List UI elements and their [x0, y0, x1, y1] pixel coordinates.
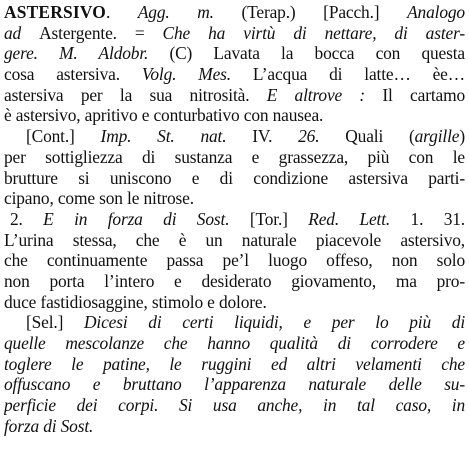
- italic-run: Che ha virtù di nettare, di aster-: [162, 22, 465, 43]
- headword: ASTERSIVO: [4, 2, 106, 22]
- text-run: IV.: [226, 126, 299, 147]
- text-line: [4, 168, 465, 189]
- text-line: [4, 64, 465, 85]
- italic-run: toglere le patine, le ruggini ed altri velamenti che: [4, 353, 465, 374]
- text-run: [Cont.]: [26, 126, 101, 147]
- text-run: [Tor.]: [229, 208, 309, 229]
- sense-number: 2.: [10, 208, 44, 229]
- text-run: Il cartamo: [365, 84, 465, 105]
- text-run: astersiva per la sua nitrosità.: [4, 84, 267, 105]
- text-run: Astergente. =: [39, 22, 163, 43]
- text-line: [4, 105, 465, 126]
- text-line: [4, 333, 465, 354]
- italic-run: E altrove :: [266, 84, 366, 105]
- text-run: Quali (: [319, 126, 415, 147]
- text-line: [4, 147, 465, 168]
- text-run: 1. 31.: [390, 208, 465, 229]
- italic-run: Volg. Mes.: [141, 64, 231, 85]
- text-run: ): [459, 126, 465, 147]
- text-line: [4, 271, 465, 292]
- text-run: per sottigliezza di sustanza e grassezza, più con le: [4, 146, 465, 167]
- text-line: [4, 23, 465, 44]
- text-line: [4, 416, 465, 437]
- italic-run: 26.: [298, 126, 320, 147]
- text-line: [4, 395, 465, 416]
- text-run: [Sel.]: [26, 312, 85, 333]
- text-line: [4, 126, 465, 147]
- italic-run: Analogo: [407, 2, 465, 22]
- text-run: (Terap.) [Pacch.]: [213, 2, 408, 22]
- text-line: [4, 374, 465, 395]
- text-line: [4, 85, 465, 106]
- italic-run: perficie dei corpi. Si usa anche, in tal caso, in: [4, 395, 465, 416]
- text-line: [4, 354, 465, 375]
- text-line: [4, 230, 465, 251]
- text-run: L’acqua di latte… èe…: [230, 64, 465, 85]
- dictionary-entry: [4, 2, 465, 436]
- italic-run: E in forza di Sost.: [43, 208, 230, 229]
- italic-run: forza di Sost.: [4, 415, 94, 436]
- text-line: [4, 292, 465, 313]
- italic-run: Imp. St. nat.: [100, 126, 227, 147]
- text-line: [4, 250, 465, 271]
- text-line: [4, 209, 465, 230]
- italic-run: offuscano e bruttano l’apparenza naturale delle su-: [4, 374, 465, 395]
- text-run: cipano, come son le nitrose.: [4, 188, 194, 209]
- italic-run: Agg. m.: [137, 2, 214, 22]
- italic-run: quelle mescolanze che hanno qualità di corrodere e: [4, 333, 465, 353]
- text-line: [4, 312, 465, 333]
- italic-run: gere. M. Aldobr.: [4, 43, 149, 64]
- text-run: cosa astersiva.: [4, 64, 142, 85]
- text-run: (C) Lavata la bocca con questa: [148, 43, 465, 64]
- italic-run: ad: [4, 22, 40, 43]
- text-run: .: [105, 2, 138, 22]
- italic-run: Red. Lett.: [308, 208, 391, 229]
- text-run: brutture si uniscono e di condizione astersiva parti-: [4, 167, 465, 188]
- italic-run: Dicesi di certi liquidi, e per lo più di: [84, 312, 465, 333]
- text-line: [4, 43, 465, 64]
- italic-run: argille: [414, 126, 460, 147]
- text-line: [4, 188, 465, 209]
- text-run: che continuamente passa pe’l luogo offeso, non solo: [4, 250, 465, 271]
- text-run: non porta l’intero e desiderato giovamento, ma pro-: [4, 270, 465, 291]
- text-run: duce fastidiosaggine, stimolo e dolore.: [4, 291, 267, 312]
- text-run: è astersivo, apritivo e conturbativo con nausea.: [4, 105, 324, 126]
- text-run: L’urina stessa, che è un naturale piacevole astersivo,: [4, 229, 465, 250]
- text-line: [4, 2, 465, 23]
